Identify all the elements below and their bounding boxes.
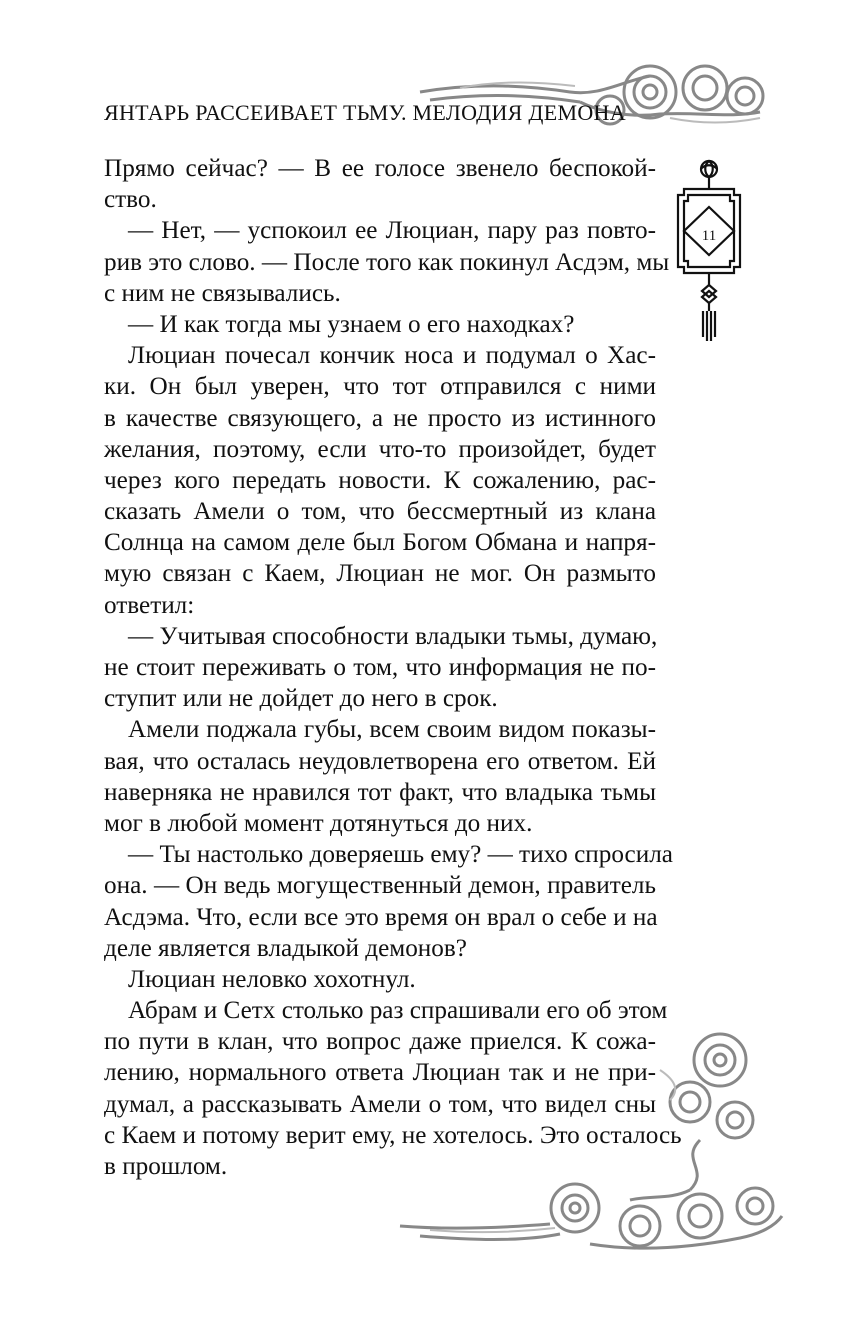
cloud-ornament-bottom-icon <box>390 1030 790 1270</box>
text-line: по пути в клан, что вопрос даже приелся. К сожа- <box>104 1028 656 1056</box>
text-line: мую связан с Каем, Люциан не мог. Он размыто <box>104 560 656 588</box>
text-line: в качестве связующего, а не просто из истинного <box>104 404 656 432</box>
text-line: — Учитывая способности владыки тьмы, думаю, <box>128 622 658 650</box>
text-line: Люциан почесал кончик носа и подумал о Хас- <box>128 342 656 370</box>
text-line: Амели поджала губы, всем своим видом показы- <box>128 716 656 744</box>
text-line: — И как тогда мы узнаем о его находках? <box>128 310 575 338</box>
cloud-ornament-top-icon <box>400 52 780 142</box>
text-line: мог в любой момент дотянуться до них. <box>104 809 533 837</box>
text-line: через кого передать новости. К сожалению, рас- <box>104 466 656 494</box>
text-line: в прошлом. <box>104 1153 228 1180</box>
text-line: деле является владыкой демонов? <box>104 934 467 962</box>
text-line: Солнца на самом деле был Богом Обмана и напря- <box>104 529 656 557</box>
text-line: не стоит переживать о том, что информация не по- <box>104 654 656 681</box>
text-line: думал, а рассказывать Амели о том, что видел сны <box>104 1090 656 1118</box>
text-line: с ним не связывались. <box>104 279 341 307</box>
text-line: ответил: <box>104 591 195 619</box>
running-header: ЯНТАРЬ РАССЕИВАЕТ ТЬМУ. МЕЛОДИЯ ДЕМОНА <box>104 100 626 125</box>
lantern-ornament-icon <box>670 155 748 343</box>
text-line: наверняка не нравился тот факт, что владыка тьмы <box>104 778 656 806</box>
text-line: — Ты настолько доверяешь ему? — тихо спросила <box>128 841 673 869</box>
text-line: она. — Он ведь могущественный демон, правитель <box>104 872 656 900</box>
text-line: Прямо сейчас? — В ее голосе звенело беспокой- <box>104 155 656 182</box>
text-line: Асдэма. Что, если все это время он врал о себе и на <box>104 903 658 931</box>
text-line: ступит или не дойдет до него в срок. <box>104 685 498 713</box>
text-line: желания, поэтому, если что-то произойдет, будет <box>104 435 656 463</box>
text-line: ки. Он был уверен, что тот отправился с ними <box>104 373 656 401</box>
text-line: вая, что осталась неудовлетворена его ответом. Ей <box>104 747 656 775</box>
text-line: сказать Амели о том, что бессмертный из клана <box>104 498 656 526</box>
text-line: лению, нормального ответа Люциан так и не при- <box>104 1059 656 1087</box>
body-text <box>104 153 682 1182</box>
text-line: Люциан неловко хохотнул. <box>128 965 416 993</box>
text-line: ство. <box>104 186 157 214</box>
page-number: 11 <box>701 228 717 244</box>
text-line: с Каем и потому верит ему, не хотелось. Это осталось <box>104 1121 682 1149</box>
text-line: — Нет, — успокоил ее Люциан, пару раз повто- <box>128 217 656 245</box>
text-line: рив это слово. — После того как покинул Асдэм, мы <box>104 248 670 276</box>
text-line: Абрам и Сетх столько раз спрашивали его об этом <box>128 997 668 1025</box>
